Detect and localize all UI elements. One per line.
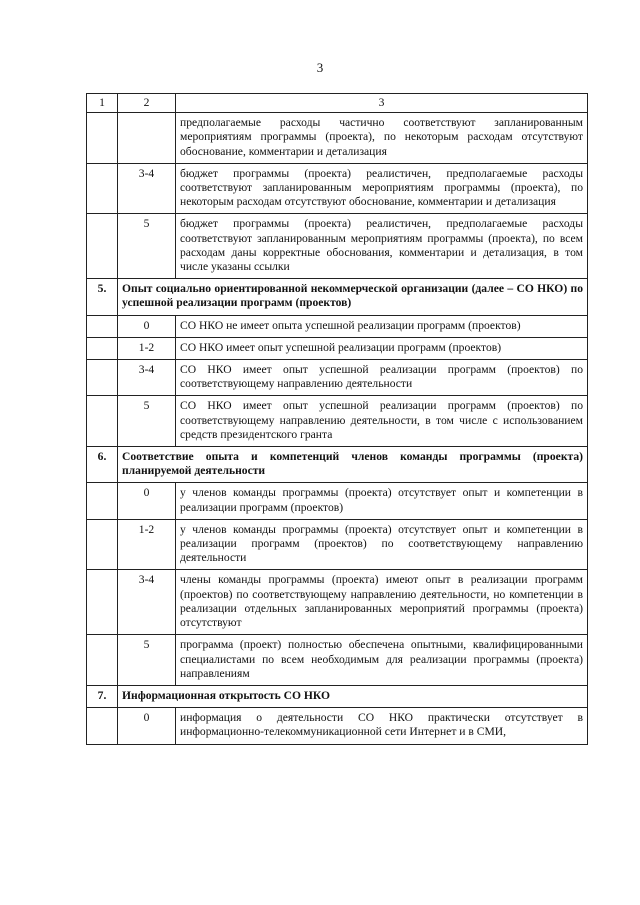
empty-cell [87,214,118,279]
criterion-row [87,337,588,359]
section-number: 5. [87,279,118,315]
criterion-row [87,483,588,519]
empty-cell [87,708,118,744]
score-cell: 3-4 [118,360,176,396]
section-number: 7. [87,685,118,707]
score-cell: 0 [118,708,176,744]
section-row [87,447,588,483]
empty-cell [87,570,118,635]
table-header-row [87,94,588,113]
score-cell: 0 [118,483,176,519]
score-cell: 5 [118,635,176,686]
criterion-row [87,315,588,337]
criterion-description: члены команды программы (проекта) имеют опыт в реализации программ (проектов) по соответствующему направлению деятельности, но компетенции в реализации отдельных запланированных мероприятий программы (проекта) отсутствуют [176,570,588,635]
empty-cell [87,315,118,337]
score-cell [118,113,176,164]
section-number: 6. [87,447,118,483]
criterion-description: у членов команды программы (проекта) отсутствует опыт и компетенции в реализации программ (проектов) [176,483,588,519]
page-number: 3 [316,60,324,75]
criterion-row [87,635,588,686]
empty-cell [87,483,118,519]
section-title: Информационная открытость СО НКО [118,685,588,707]
criterion-description: СО НКО не имеет опыта успешной реализации программ (проектов) [176,315,588,337]
empty-cell [87,519,118,570]
criterion-description: СО НКО имеет опыт успешной реализации программ (проектов) по соответствующему направлению деятельности [176,360,588,396]
empty-cell [87,635,118,686]
criterion-row [87,113,588,164]
criterion-row [87,360,588,396]
criterion-row [87,163,588,214]
score-cell: 1-2 [118,337,176,359]
criterion-row [87,570,588,635]
criterion-description: предполагаемые расходы частично соответствуют запланированным мероприятиям программы (проекта), по некоторым расходам отсутствуют обоснование, комментарии и детализация [176,113,588,164]
criterion-row [87,708,588,744]
section-title: Соответствие опыта и компетенций членов команды программы (проекта) планируемой деятельности [118,447,588,483]
criterion-row [87,519,588,570]
empty-cell [87,360,118,396]
column-number-3: 3 [176,94,588,113]
empty-cell [87,337,118,359]
score-cell: 1-2 [118,519,176,570]
score-cell: 5 [118,214,176,279]
empty-cell [87,113,118,164]
criterion-description: программа (проект) полностью обеспечена опытными, квалифицированными специалистами по всем необходимым для реализации программы (проекта) направлениям [176,635,588,686]
criterion-row [87,396,588,447]
criterion-description: бюджет программы (проекта) реалистичен, предполагаемые расходы соответствуют запланированным мероприятиям программы (проекта), по всем расходам даны корректные обоснования, комментарии и детализация, в том числе указаны ссылки [176,214,588,279]
section-row [87,279,588,315]
score-cell: 3-4 [118,163,176,214]
column-number-2: 2 [118,94,176,113]
column-number-1: 1 [87,94,118,113]
score-cell: 3-4 [118,570,176,635]
score-cell: 0 [118,315,176,337]
empty-cell [87,163,118,214]
empty-cell [87,396,118,447]
score-cell: 5 [118,396,176,447]
criterion-row [87,214,588,279]
evaluation-criteria-table [86,93,588,745]
criterion-description: у членов команды программы (проекта) отсутствует опыт и компетенции в реализации программ (проектов) по соответствующему направлению деятельности [176,519,588,570]
section-title: Опыт социально ориентированной некоммерческой организации (далее – СО НКО) по успешной реализации программ (проектов) [118,279,588,315]
criterion-description: информация о деятельности СО НКО практически отсутствует в информационно-телекоммуникационной сети Интернет и в СМИ, [176,708,588,744]
criterion-description: СО НКО имеет опыт успешной реализации программ (проектов) по соответствующему направлению деятельности, в том числе с использованием средств президентского гранта [176,396,588,447]
criterion-description: бюджет программы (проекта) реалистичен, предполагаемые расходы соответствуют запланированным мероприятиям программы (проекта), по некоторым расходам отсутствуют обоснование, комментарии и детализация [176,163,588,214]
section-row [87,685,588,707]
criterion-description: СО НКО имеет опыт успешной реализации программ (проектов) [176,337,588,359]
